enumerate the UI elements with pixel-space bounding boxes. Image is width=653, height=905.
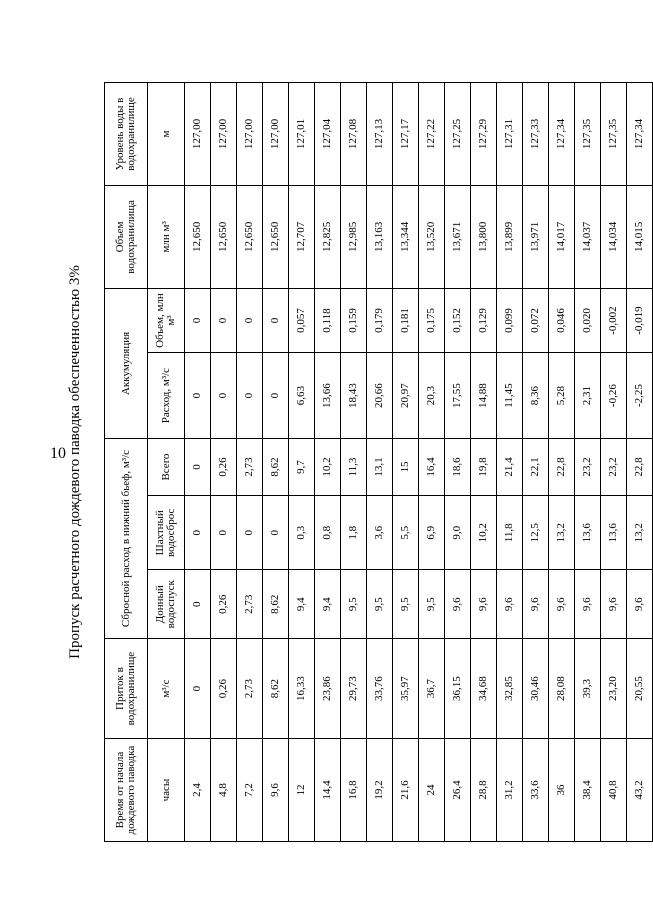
table-row bbox=[315, 83, 341, 842]
cell-inflow: 36,7 bbox=[419, 639, 445, 739]
cell-time: 40,8 bbox=[601, 739, 627, 842]
cell-acc-volume: -0,002 bbox=[601, 288, 627, 352]
table-row bbox=[289, 83, 315, 842]
cell-bottom-outlet: 0 bbox=[185, 570, 211, 639]
cell-reservoir-volume: 13,344 bbox=[393, 185, 419, 288]
cell-bottom-outlet: 9,4 bbox=[315, 570, 341, 639]
cell-bottom-outlet: 9,6 bbox=[445, 570, 471, 639]
page-number: 10 bbox=[50, 445, 66, 462]
table-row bbox=[627, 83, 653, 842]
cell-bottom-outlet: 9,6 bbox=[627, 570, 653, 639]
cell-water-level: 127,04 bbox=[315, 83, 341, 186]
cell-shaft-spillway: 5,5 bbox=[393, 496, 419, 570]
cell-reservoir-volume: 12,985 bbox=[341, 185, 367, 288]
table-row bbox=[471, 83, 497, 842]
cell-total: 22,1 bbox=[523, 438, 549, 495]
header-acc-flow: Расход, м³/с bbox=[148, 353, 185, 439]
cell-reservoir-volume: 13,971 bbox=[523, 185, 549, 288]
cell-reservoir-volume: 13,520 bbox=[419, 185, 445, 288]
cell-total: 2,73 bbox=[237, 438, 263, 495]
cell-acc-flow: 6,63 bbox=[289, 353, 315, 439]
cell-water-level: 127,22 bbox=[419, 83, 445, 186]
table-row bbox=[367, 83, 393, 842]
cell-acc-volume: 0,129 bbox=[471, 288, 497, 352]
table-row bbox=[185, 83, 211, 842]
cell-acc-flow: 2,31 bbox=[575, 353, 601, 439]
cell-time: 26,4 bbox=[445, 739, 471, 842]
cell-inflow: 0 bbox=[185, 639, 211, 739]
header-total: Всего bbox=[148, 438, 185, 495]
cell-acc-flow: 20,3 bbox=[419, 353, 445, 439]
header-accumulation: Аккумуляция bbox=[105, 288, 148, 438]
cell-acc-flow: 5,28 bbox=[549, 353, 575, 439]
cell-shaft-spillway: 0 bbox=[211, 496, 237, 570]
table-row bbox=[263, 83, 289, 842]
cell-time: 12 bbox=[289, 739, 315, 842]
cell-acc-volume: 0,057 bbox=[289, 288, 315, 352]
unit-inflow: м³/с bbox=[148, 639, 185, 739]
cell-total: 13,1 bbox=[367, 438, 393, 495]
cell-time: 36 bbox=[549, 739, 575, 842]
cell-water-level: 127,31 bbox=[497, 83, 523, 186]
cell-acc-flow: 17,55 bbox=[445, 353, 471, 439]
header-acc-volume: Объем, млн м³ bbox=[148, 288, 185, 352]
table-row bbox=[523, 83, 549, 842]
cell-acc-flow: 20,97 bbox=[393, 353, 419, 439]
cell-shaft-spillway: 13,6 bbox=[601, 496, 627, 570]
cell-time: 24 bbox=[419, 739, 445, 842]
cell-water-level: 127,35 bbox=[601, 83, 627, 186]
cell-water-level: 127,25 bbox=[445, 83, 471, 186]
cell-inflow: 23,86 bbox=[315, 639, 341, 739]
cell-inflow: 2,73 bbox=[237, 639, 263, 739]
cell-inflow: 33,76 bbox=[367, 639, 393, 739]
table-row bbox=[601, 83, 627, 842]
table-row bbox=[211, 83, 237, 842]
header-reservoir-volume: Объем водохранилища bbox=[105, 185, 148, 288]
cell-water-level: 127,08 bbox=[341, 83, 367, 186]
cell-time: 28,8 bbox=[471, 739, 497, 842]
cell-inflow: 39,3 bbox=[575, 639, 601, 739]
cell-acc-volume: 0 bbox=[211, 288, 237, 352]
cell-acc-volume: 0,099 bbox=[497, 288, 523, 352]
cell-acc-flow: 11,45 bbox=[497, 353, 523, 439]
cell-acc-volume: 0,152 bbox=[445, 288, 471, 352]
header-time: Время от начала дождевого паводка bbox=[105, 739, 148, 842]
cell-bottom-outlet: 9,6 bbox=[549, 570, 575, 639]
cell-reservoir-volume: 12,650 bbox=[211, 185, 237, 288]
cell-acc-flow: -0,26 bbox=[601, 353, 627, 439]
header-bottom-outlet: Донный водоспуск bbox=[148, 570, 185, 639]
cell-inflow: 29,73 bbox=[341, 639, 367, 739]
cell-acc-flow: 20,66 bbox=[367, 353, 393, 439]
cell-inflow: 28,08 bbox=[549, 639, 575, 739]
cell-total: 15 bbox=[393, 438, 419, 495]
cell-time: 31,2 bbox=[497, 739, 523, 842]
cell-reservoir-volume: 12,825 bbox=[315, 185, 341, 288]
header-discharge: Сбросной расход в нижний бьеф, м³/с bbox=[105, 438, 148, 638]
cell-inflow: 16,33 bbox=[289, 639, 315, 739]
cell-shaft-spillway: 13,2 bbox=[549, 496, 575, 570]
cell-acc-flow: 0 bbox=[263, 353, 289, 439]
cell-water-level: 127,00 bbox=[237, 83, 263, 186]
cell-bottom-outlet: 9,5 bbox=[341, 570, 367, 639]
cell-shaft-spillway: 6,9 bbox=[419, 496, 445, 570]
cell-acc-volume: 0 bbox=[263, 288, 289, 352]
table-row bbox=[549, 83, 575, 842]
cell-water-level: 127,35 bbox=[575, 83, 601, 186]
cell-total: 19,8 bbox=[471, 438, 497, 495]
cell-total: 22,8 bbox=[549, 438, 575, 495]
table-row bbox=[341, 83, 367, 842]
header-water-level: Уровень воды в водохранилище bbox=[105, 83, 148, 186]
cell-time: 9,6 bbox=[263, 739, 289, 842]
cell-bottom-outlet: 9,6 bbox=[471, 570, 497, 639]
cell-acc-flow: 18,43 bbox=[341, 353, 367, 439]
cell-total: 0 bbox=[185, 438, 211, 495]
cell-shaft-spillway: 0,8 bbox=[315, 496, 341, 570]
table-body bbox=[185, 83, 653, 842]
cell-shaft-spillway: 13,6 bbox=[575, 496, 601, 570]
cell-time: 38,4 bbox=[575, 739, 601, 842]
cell-shaft-spillway: 0 bbox=[185, 496, 211, 570]
cell-bottom-outlet: 0,26 bbox=[211, 570, 237, 639]
cell-acc-volume: 0,159 bbox=[341, 288, 367, 352]
cell-water-level: 127,34 bbox=[549, 83, 575, 186]
cell-acc-flow: 0 bbox=[211, 353, 237, 439]
cell-total: 10,2 bbox=[315, 438, 341, 495]
cell-reservoir-volume: 12,650 bbox=[185, 185, 211, 288]
cell-reservoir-volume: 12,707 bbox=[289, 185, 315, 288]
table-row bbox=[575, 83, 601, 842]
cell-bottom-outlet: 9,6 bbox=[497, 570, 523, 639]
header-inflow: Приток в водохранилище bbox=[105, 639, 148, 739]
cell-total: 0,26 bbox=[211, 438, 237, 495]
cell-reservoir-volume: 12,650 bbox=[237, 185, 263, 288]
cell-shaft-spillway: 0 bbox=[263, 496, 289, 570]
unit-time: часы bbox=[148, 739, 185, 842]
cell-acc-volume: 0,020 bbox=[575, 288, 601, 352]
cell-acc-volume: 0 bbox=[237, 288, 263, 352]
table-row bbox=[393, 83, 419, 842]
cell-inflow: 32,85 bbox=[497, 639, 523, 739]
cell-bottom-outlet: 9,6 bbox=[575, 570, 601, 639]
flood-table bbox=[104, 82, 653, 842]
cell-inflow: 36,15 bbox=[445, 639, 471, 739]
table-row bbox=[237, 83, 263, 842]
cell-time: 14,4 bbox=[315, 739, 341, 842]
table-row bbox=[497, 83, 523, 842]
cell-acc-volume: 0,118 bbox=[315, 288, 341, 352]
cell-reservoir-volume: 14,017 bbox=[549, 185, 575, 288]
cell-bottom-outlet: 9,6 bbox=[601, 570, 627, 639]
cell-total: 23,2 bbox=[601, 438, 627, 495]
cell-time: 2,4 bbox=[185, 739, 211, 842]
cell-acc-flow: 8,36 bbox=[523, 353, 549, 439]
unit-water-level: м bbox=[148, 83, 185, 186]
cell-reservoir-volume: 12,650 bbox=[263, 185, 289, 288]
cell-reservoir-volume: 14,034 bbox=[601, 185, 627, 288]
cell-water-level: 127,00 bbox=[263, 83, 289, 186]
cell-time: 21,6 bbox=[393, 739, 419, 842]
cell-water-level: 127,34 bbox=[627, 83, 653, 186]
header-shaft-spillway: Шахтный водосброс bbox=[148, 496, 185, 570]
cell-water-level: 127,29 bbox=[471, 83, 497, 186]
document-title: Пропуск расчетного дождевого паводка обеспеченностью 3% bbox=[67, 265, 83, 659]
cell-total: 21,4 bbox=[497, 438, 523, 495]
cell-shaft-spillway: 3,6 bbox=[367, 496, 393, 570]
cell-inflow: 8,62 bbox=[263, 639, 289, 739]
cell-reservoir-volume: 13,671 bbox=[445, 185, 471, 288]
unit-reservoir-volume: млн м³ bbox=[148, 185, 185, 288]
cell-acc-flow: 13,66 bbox=[315, 353, 341, 439]
cell-acc-volume: 0,179 bbox=[367, 288, 393, 352]
cell-inflow: 30,46 bbox=[523, 639, 549, 739]
cell-acc-volume: 0,072 bbox=[523, 288, 549, 352]
cell-shaft-spillway: 0 bbox=[237, 496, 263, 570]
cell-acc-flow: 14,88 bbox=[471, 353, 497, 439]
cell-shaft-spillway: 12,5 bbox=[523, 496, 549, 570]
cell-time: 33,6 bbox=[523, 739, 549, 842]
cell-total: 23,2 bbox=[575, 438, 601, 495]
cell-bottom-outlet: 9,5 bbox=[367, 570, 393, 639]
rotated-content bbox=[62, 82, 653, 842]
cell-water-level: 127,00 bbox=[211, 83, 237, 186]
cell-time: 16,8 bbox=[341, 739, 367, 842]
cell-bottom-outlet: 9,5 bbox=[419, 570, 445, 639]
cell-total: 8,62 bbox=[263, 438, 289, 495]
cell-water-level: 127,17 bbox=[393, 83, 419, 186]
cell-bottom-outlet: 9,4 bbox=[289, 570, 315, 639]
cell-time: 7,2 bbox=[237, 739, 263, 842]
cell-inflow: 23,20 bbox=[601, 639, 627, 739]
cell-water-level: 127,33 bbox=[523, 83, 549, 186]
cell-inflow: 20,55 bbox=[627, 639, 653, 739]
cell-reservoir-volume: 13,800 bbox=[471, 185, 497, 288]
cell-shaft-spillway: 0,3 bbox=[289, 496, 315, 570]
table-row bbox=[445, 83, 471, 842]
cell-bottom-outlet: 8,62 bbox=[263, 570, 289, 639]
cell-reservoir-volume: 14,015 bbox=[627, 185, 653, 288]
cell-shaft-spillway: 10,2 bbox=[471, 496, 497, 570]
cell-time: 4,8 bbox=[211, 739, 237, 842]
cell-water-level: 127,01 bbox=[289, 83, 315, 186]
cell-acc-flow: 0 bbox=[185, 353, 211, 439]
cell-water-level: 127,00 bbox=[185, 83, 211, 186]
cell-water-level: 127,13 bbox=[367, 83, 393, 186]
cell-total: 9,7 bbox=[289, 438, 315, 495]
cell-shaft-spillway: 1,8 bbox=[341, 496, 367, 570]
cell-total: 22,8 bbox=[627, 438, 653, 495]
cell-inflow: 0,26 bbox=[211, 639, 237, 739]
cell-acc-flow: 0 bbox=[237, 353, 263, 439]
cell-shaft-spillway: 13,2 bbox=[627, 496, 653, 570]
cell-inflow: 35,97 bbox=[393, 639, 419, 739]
cell-acc-volume: 0,046 bbox=[549, 288, 575, 352]
cell-acc-volume: 0,175 bbox=[419, 288, 445, 352]
cell-acc-volume: -0,019 bbox=[627, 288, 653, 352]
cell-reservoir-volume: 14,037 bbox=[575, 185, 601, 288]
cell-bottom-outlet: 2,73 bbox=[237, 570, 263, 639]
cell-total: 18,6 bbox=[445, 438, 471, 495]
cell-time: 43,2 bbox=[627, 739, 653, 842]
cell-inflow: 34,68 bbox=[471, 639, 497, 739]
cell-shaft-spillway: 11,8 bbox=[497, 496, 523, 570]
cell-total: 11,3 bbox=[341, 438, 367, 495]
cell-acc-flow: -2,25 bbox=[627, 353, 653, 439]
cell-acc-volume: 0 bbox=[185, 288, 211, 352]
cell-time: 19,2 bbox=[367, 739, 393, 842]
cell-total: 16,4 bbox=[419, 438, 445, 495]
table-row bbox=[419, 83, 445, 842]
cell-acc-volume: 0,181 bbox=[393, 288, 419, 352]
cell-shaft-spillway: 9,0 bbox=[445, 496, 471, 570]
cell-reservoir-volume: 13,899 bbox=[497, 185, 523, 288]
cell-bottom-outlet: 9,6 bbox=[523, 570, 549, 639]
cell-reservoir-volume: 13,163 bbox=[367, 185, 393, 288]
cell-bottom-outlet: 9,5 bbox=[393, 570, 419, 639]
